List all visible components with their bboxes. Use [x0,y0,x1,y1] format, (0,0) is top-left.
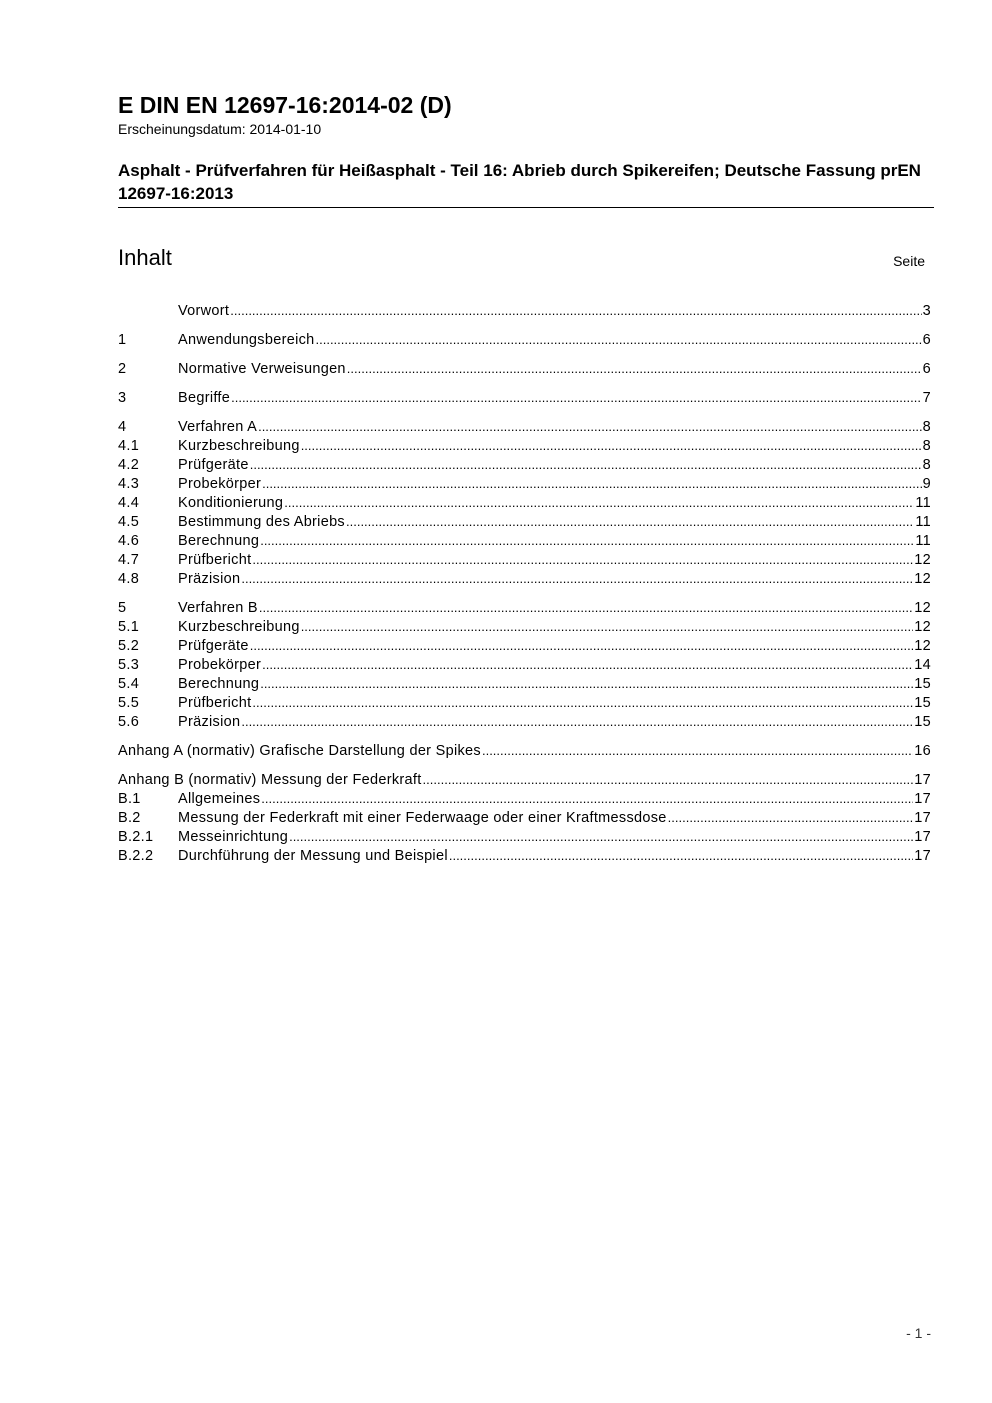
toc-entry-title: Kurzbeschreibung [178,619,300,635]
toc-entry-title: Anwendungsbereich [178,332,315,348]
toc-entry-page: 7 [922,390,931,406]
toc-entry-number: 5 [118,600,127,616]
toc-entry-page: 3 [922,303,931,319]
toc-entry-number: B.1 [118,791,141,807]
toc-entry-page: 15 [914,676,931,692]
toc-leader-dots [289,827,913,846]
toc-entry-number: 5.1 [118,619,140,635]
toc-entry-page: 12 [914,552,931,568]
toc-entry-title: Messeinrichtung [178,829,289,845]
toc-page-column-label: Seite [893,253,925,269]
toc-entry-page: 17 [914,772,931,788]
toc-entry-number: 4 [118,419,127,435]
toc-entry-page: 12 [914,619,931,635]
toc-leader-dots [261,789,913,808]
toc-entry-page: 6 [922,361,931,377]
toc-leader-dots [250,455,922,474]
toc-entry-number: 4.2 [118,457,140,473]
toc-entry-page: 16 [914,743,931,759]
toc-entry[interactable] [118,598,931,617]
toc-entry-title: Kurzbeschreibung [178,438,300,454]
toc-leader-dots [449,846,913,865]
toc-entry-number: 4.3 [118,476,140,492]
toc-entry-page: 8 [922,419,931,435]
toc-entry[interactable] [118,417,931,436]
document-title: Asphalt - Prüfverfahren für Heißasphalt - Teil 16: Abrieb durch Spikereifen; Deutsche Fassung prEN 12697-16:2013 [118,159,934,208]
toc-entry-title: Prüfbericht [178,695,252,711]
document-id: E DIN EN 12697-16:2014-02 (D) [118,92,452,118]
toc-heading: Inhalt [118,245,172,270]
toc-entry-title: Präzision [178,714,241,730]
toc-leader-dots [260,531,914,550]
toc-leader-dots [346,512,914,531]
publication-date: Erscheinungsdatum: 2014-01-10 [118,121,322,137]
toc-entry-title: Prüfgeräte [178,457,249,473]
toc-entry-title: Probekörper [178,476,262,492]
toc-entry-title: Anhang B (normativ) Messung der Federkraft [118,772,422,788]
toc-entry-title: Berechnung [178,533,260,549]
toc-entry-title: Präzision [178,571,241,587]
toc-entry-title: Berechnung [178,676,260,692]
toc-entry[interactable] [118,455,931,474]
toc-entry-number: 5.4 [118,676,140,692]
toc-entry-title: Anhang A (normativ) Grafische Darstellung der Spikes [118,743,481,759]
toc-entry-title: Verfahren B [178,600,258,616]
toc-entry[interactable] [118,512,931,531]
toc-entry-title: Begriffe [178,390,231,406]
toc-entry-title: Vorwort [178,303,230,319]
toc-entry-page: 12 [914,600,931,616]
toc-leader-dots [252,693,913,712]
toc-entry-number: 4.8 [118,571,140,587]
toc-entry-title: Messung der Federkraft mit einer Federwaage oder einer Kraftmessdose [178,810,667,826]
toc-entry-title: Bestimmung des Abriebs [178,514,345,530]
toc-entry-page: 17 [914,810,931,826]
toc-entry[interactable] [118,636,931,655]
toc-entry-title: Prüfbericht [178,552,252,568]
toc-entry-number: 4.4 [118,495,140,511]
toc-entry[interactable] [118,712,931,731]
toc-entry-title: Durchführung der Messung und Beispiel [178,848,448,864]
toc-entry-number: 5.3 [118,657,140,673]
toc-entry-title: Probekörper [178,657,262,673]
toc-entry[interactable] [118,388,931,407]
toc-entry-page: 12 [914,571,931,587]
toc-entry-number: B.2 [118,810,141,826]
toc-leader-dots [258,417,922,436]
toc-entry-page: 11 [915,514,931,530]
toc-entry-number: 5.6 [118,714,140,730]
toc-entry[interactable] [118,474,931,493]
toc-entry-number: 3 [118,390,127,406]
toc-leader-dots [284,493,914,512]
toc-entry[interactable] [118,531,931,550]
toc-leader-dots [347,359,922,378]
toc-entry[interactable] [118,808,931,827]
toc-entry-title: Allgemeines [178,791,261,807]
toc-entry[interactable] [118,674,931,693]
toc-entry[interactable] [118,846,931,865]
toc-entry[interactable] [118,789,931,808]
toc-entry[interactable] [118,569,931,588]
toc-entry[interactable] [118,301,931,320]
toc-entry[interactable] [118,330,931,349]
toc-entry[interactable] [118,655,931,674]
toc-entry-page: 8 [922,457,931,473]
toc-entry-page: 8 [922,438,931,454]
toc-entry[interactable] [118,550,931,569]
toc-entry-number: 2 [118,361,127,377]
toc-entry-number: 5.5 [118,695,140,711]
toc-entry[interactable] [118,770,931,789]
toc-leader-dots [241,712,913,731]
toc-entry[interactable] [118,359,931,378]
toc-entry-number: 4.6 [118,533,140,549]
toc-entry-page: 12 [914,638,931,654]
toc-entry-page: 17 [914,829,931,845]
toc-leader-dots [230,301,921,320]
toc-entry[interactable] [118,827,931,846]
toc-leader-dots [259,598,913,617]
toc-leader-dots [301,436,922,455]
toc-entry[interactable] [118,493,931,512]
toc-entry-number: B.2.1 [118,829,154,845]
toc-entry-page: 17 [914,848,931,864]
toc-leader-dots [250,636,914,655]
table-of-contents [118,301,931,865]
toc-leader-dots [482,741,913,760]
toc-entry-number: 4.5 [118,514,140,530]
toc-leader-dots [301,617,914,636]
toc-entry[interactable] [118,741,931,760]
toc-entry-page: 6 [922,332,931,348]
toc-entry-number: 1 [118,332,127,348]
toc-entry[interactable] [118,617,931,636]
toc-leader-dots [316,330,922,349]
toc-entry-title: Konditionierung [178,495,284,511]
toc-entry[interactable] [118,693,931,712]
page-number: - 1 - [906,1325,931,1341]
toc-entry-number: 4.7 [118,552,140,568]
toc-entry-number: B.2.2 [118,848,154,864]
toc-entry-page: 15 [914,695,931,711]
toc-leader-dots [231,388,922,407]
toc-entry-page: 14 [914,657,931,673]
toc-leader-dots [260,674,913,693]
toc-entry-page: 11 [915,495,931,511]
toc-entry-number: 4.1 [118,438,140,454]
toc-entry-page: 11 [915,533,931,549]
toc-leader-dots [262,474,922,493]
toc-leader-dots [262,655,913,674]
toc-leader-dots [241,569,913,588]
toc-entry-title: Normative Verweisungen [178,361,346,377]
toc-entry-page: 9 [922,476,931,492]
toc-leader-dots [423,770,914,789]
toc-leader-dots [668,808,914,827]
toc-entry-page: 17 [914,791,931,807]
toc-entry-title: Prüfgeräte [178,638,249,654]
toc-entry[interactable] [118,436,931,455]
toc-entry-number: 5.2 [118,638,140,654]
toc-leader-dots [252,550,913,569]
toc-entry-page: 15 [914,714,931,730]
toc-entry-title: Verfahren A [178,419,258,435]
